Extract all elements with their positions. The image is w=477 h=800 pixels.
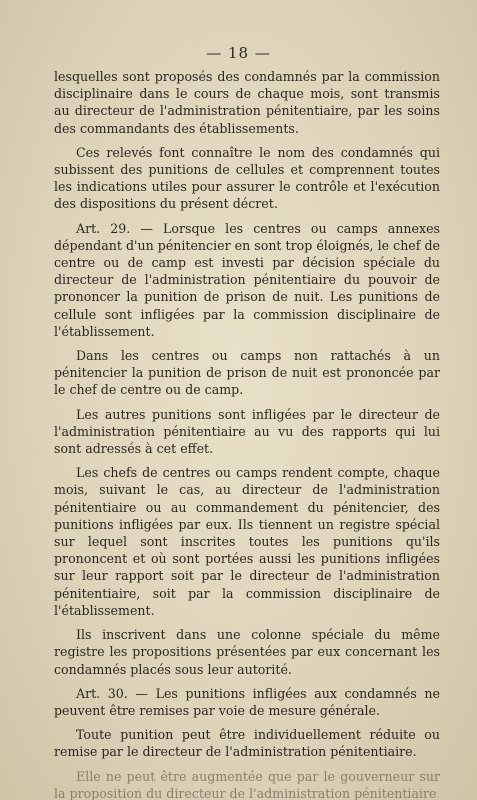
paragraph-chefs-de-centres: Les chefs de centres ou camps rendent compte, chaque mois, suivant le cas, au directeur de l'administration pénitentiaire ou au commandement du pénitencier, des punitions infligées par eux. Ils tiennent un registre spécial sur lequel sont inscrites toutes les punitions qu'ils prononcent et où sont portées aussi les punitions infligées sur leur rapport soit par le directeur de l'administration pénitentiaire, soit par la commission disciplinaire de l'établissement. xyxy=(54,465,440,618)
paragraph-article-29: Art. 29. — Lorsque les centres ou camps annexes dépendant d'un pénitencier en sont trop éloignés, le chef de centre ou de camp est investi par décision spéciale du directeur de l'administration pénitentiaire du pouvoir de prononcer la punition de prison de nuit. Les punitions de cellule sont infligées par la commission disciplinaire de l'établissement. xyxy=(54,220,440,339)
page-number: — 18 — xyxy=(206,44,271,62)
paragraph-toute-punition: Toute punition peut être individuellement réduite ou remise par le directeur de l'administration pénitentiaire. xyxy=(54,727,440,760)
paragraph-augmentation: Elle ne peut être augmentée que par le gouverneur sur la proposition du directeur de l'administration pénitentiaire xyxy=(54,768,440,800)
paragraph-article-30: Art. 30. — Les punitions infligées aux condamnés ne peuvent être remises par voie de mesure générale. xyxy=(54,685,440,718)
body-text xyxy=(54,68,440,800)
paragraph-autres-punitions: Les autres punitions sont infligées par le directeur de l'administration pénitentiaire au vu des rapports qui lui sont adressés à cet effet. xyxy=(54,406,440,457)
paragraph-continuation: lesquelles sont proposés des condamnés par la commission disciplinaire dans le cours de chaque mois, sont transmis au directeur de l'administration pénitentiaire, par les soins des commandants des établissements. xyxy=(54,69,440,136)
paragraph-centres-non-rattaches: Dans les centres ou camps non rattachés à un pénitencier la punition de prison de nuit est prononcée par le chef de centre ou de camp. xyxy=(54,348,440,398)
paragraph-colonne-speciale: Ils inscrivent dans une colonne spéciale du même registre les propositions présentées par eux concernant les condamnés placés sous leur autorité. xyxy=(54,627,440,677)
paragraph-releves: Ces relevés font connaître le nom des condamnés qui subissent des punitions de cellules et comprennent toutes les indications utiles pour assurer le contrôle et l'exécution des dispositions du présent décret. xyxy=(54,144,440,212)
